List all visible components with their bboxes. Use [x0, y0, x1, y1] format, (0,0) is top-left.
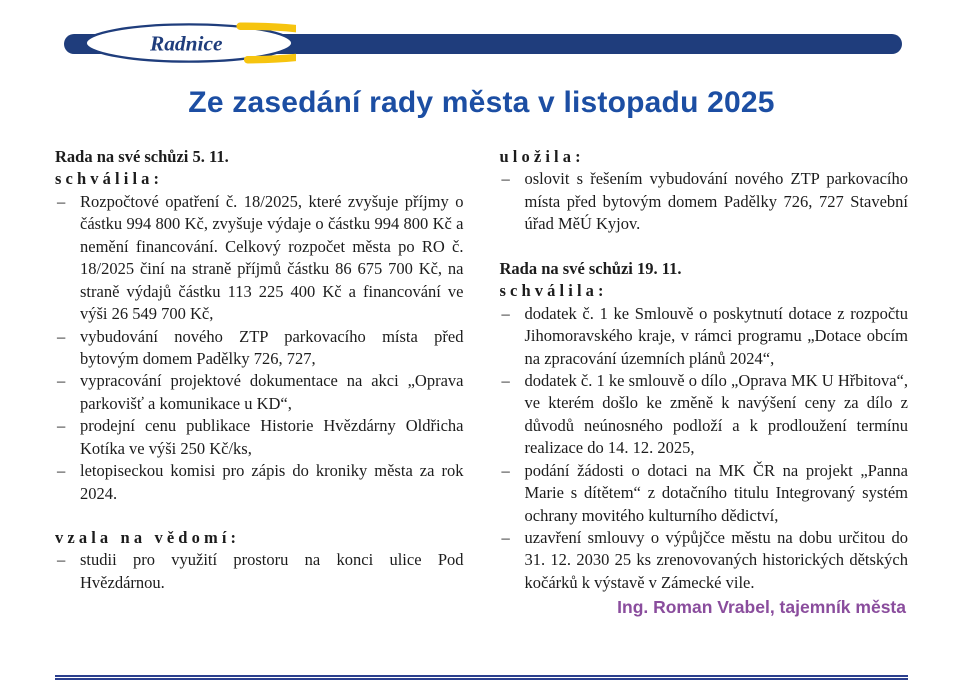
list-item: – dodatek č. 1 ke Smlouvě o poskytnutí dotace z rozpočtu Jihomoravského kraje, v rámci programu „Dotace obcím na zpracování územních plánů 2024“, [500, 303, 909, 370]
footer-double-rule [55, 675, 908, 680]
approved-list-1 [55, 191, 464, 505]
column-left [55, 146, 464, 638]
list-item: – prodejní cenu publikace Historie Hvězdárny Oldřicha Kotíka ve výši 250 Kč/ks, [55, 415, 464, 460]
list-item: – uzavření smlouvy o výpůjčce městu na dobu určitou do 31. 12. 2030 25 ks zrenovovaných historických dětských kočárků k výstavě v Zámecké vile. [500, 527, 909, 594]
two-column-body [55, 146, 908, 638]
assigned-label: u l o ž i l a : [499, 147, 581, 166]
list-item: – Rozpočtové opatření č. 18/2025, které zvyšuje příjmy o částku 994 800 Kč, zvyšuje výdaje o částku 994 800 Kč a nemění financování. Celkový rozpočet města po RO č. 18/2025 činí na straně příjmů částku 86 675 700 Kč, na straně výdajů částku 113 225 400 Kč a financování ve výši 26 549 700 Kč, [55, 191, 464, 326]
list-item: – letopiseckou komisi pro zápis do kroniky města za rok 2024. [55, 460, 464, 505]
logo-text: Radnice [149, 31, 223, 56]
meeting-heading-1: Rada na své schůzi 5. 11. [55, 147, 229, 166]
list-item: – vypracování projektové dokumentace na akci „Oprava parkovišť a komunikace u KD“, [55, 370, 464, 415]
list-item: – oslovit s řešením vybudování nového ZTP parkovacího místa před bytovým domem Padělky 726, 727 Stavební úřad MěÚ Kyjov. [500, 168, 909, 235]
list-item: – studii pro využití prostoru na konci ulice Pod Hvězdárnou. [55, 549, 464, 594]
signature: Ing. Roman Vrabel, tajemník města [617, 597, 906, 618]
approved-label-2: s c h v á l i l a : [499, 281, 604, 301]
list-item: – vybudování nového ZTP parkovacího místa před bytovým domem Padělky 726, 727, [55, 326, 464, 371]
list-item: – dodatek č. 1 ke smlouvě o dílo „Oprava MK U Hřbitova“, ve kterém došlo ke změně k navýšení ceny za dílo z důvodů neúnosného podloží a k prodloužení termínu realizace do 14. 12. 2025, [500, 370, 909, 460]
approved-list-2 [500, 303, 909, 595]
list-item: – podání žádosti o dotaci na MK ČR na projekt „Panna Marie s dítětem“ z dotačního titulu Integrovaný systém ochrany movitého kulturního dědictví, [500, 460, 909, 527]
noted-label: v z a l a n a v ě d o m í : [55, 528, 237, 547]
page-title: Ze zasedání rady města v listopadu 2025 [188, 86, 775, 119]
approved-label-1: s c h v á l i l a : [55, 169, 160, 189]
noted-list [55, 549, 464, 594]
meeting-heading-2: Rada na své schůzi 19. 11. [499, 258, 682, 278]
assigned-list [500, 168, 909, 235]
radnice-logo [82, 21, 296, 65]
column-right [500, 146, 909, 638]
